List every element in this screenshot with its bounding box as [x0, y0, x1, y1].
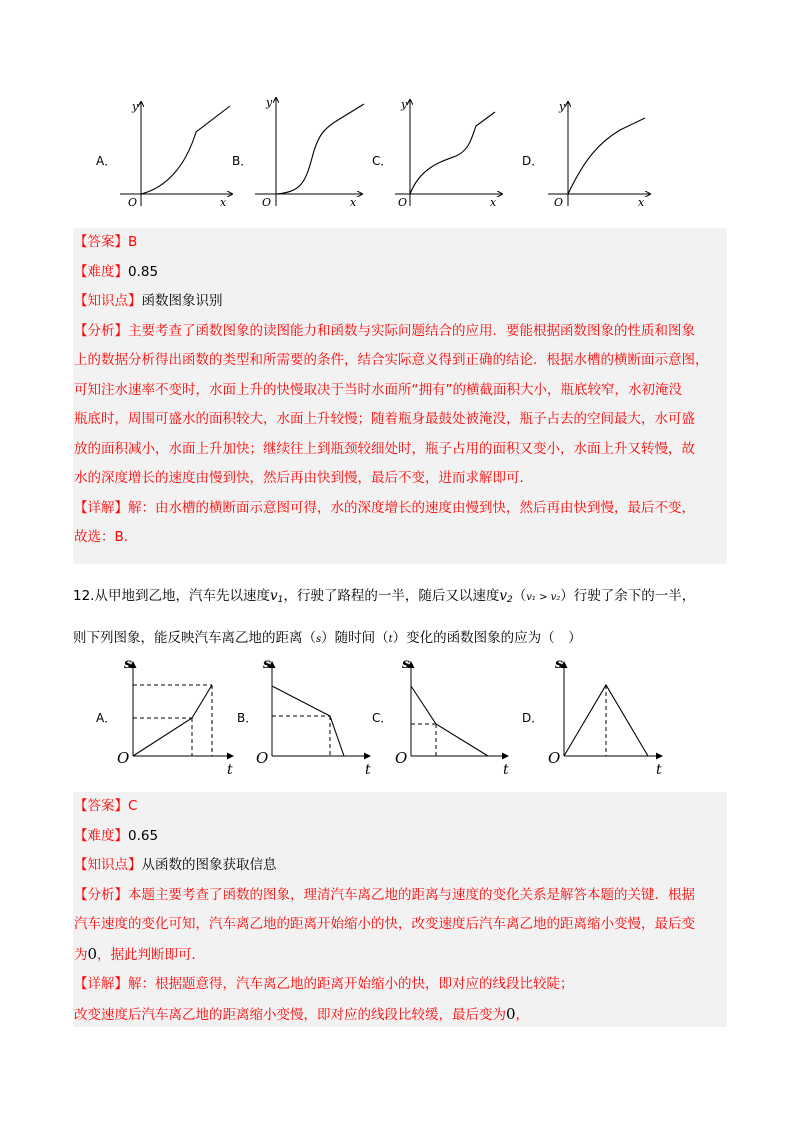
q12-t-var: t [388, 634, 393, 645]
q11-analysis-line-2: 上的数据分析得出函数的类型和所需要的条件，结合实际意义得到正确的结论．根据水槽的横断面示意图， [74, 352, 709, 368]
q11-knowledge: 函数图象识别 [141, 293, 223, 309]
q12-detail-line-1: 【详解】解：根据题意得，汽车离乙地的距离开始缩小的快，即对应的线段比较陡； [74, 976, 574, 992]
q11-option-b: B． [232, 154, 253, 168]
q12-difficulty: 0.65 [128, 827, 159, 844]
q11-analysis-line-1: 【分析】主要考查了函数图象的读图能力和函数与实际问题结合的应用．要能根据函数图象的性质和图象 [74, 322, 695, 339]
q11-d-x-label: x [638, 196, 645, 209]
q11-graphs [0, 88, 800, 218]
q12-answer-line: 【答案】C [74, 798, 138, 814]
q11-analysis-line-4: 瓶底时，周围可盛水的面积较大，水面上升较慢；随着瓶身最鼓处被淹没，瓶子占去的空间最大，水可盛 [74, 411, 695, 427]
q12-c-origin: O [395, 749, 408, 767]
q12-graph-c [372, 656, 509, 778]
q11-b-origin: O [262, 196, 272, 209]
q12-option-a: A． [96, 711, 117, 725]
q11-c-x-label: x [490, 196, 497, 209]
q12-option-c: C． [372, 711, 393, 725]
q11-graph-d [522, 100, 650, 209]
q12-answer-panel [73, 792, 727, 1027]
q12-a-origin: O [117, 749, 130, 767]
q11-analysis-line-6: 水的深度增长的速度由慢到快，然后再由快到慢，最后不变，进而求解即可． [74, 470, 533, 486]
q11-d-curve [568, 118, 645, 194]
q12-condition: v₁ > v₂ [526, 592, 561, 603]
q12-b-origin: O [256, 749, 269, 767]
q12-stem-line-1: 12.从甲地到乙地，汽车先以速度$v_1$，行驶了路程的一半，随后又以速度$v_2(v_1 > v_2)$行驶了余下的一半， [73, 588, 696, 605]
q12-analysis-line-1: 【分析】本题主要考查了函数的图象，理清汽车离乙地的距离与速度的变化关系是解答本题的关键．根据 [74, 886, 695, 903]
q11-c-origin: O [398, 196, 408, 209]
q12-a-t-label: t [227, 762, 233, 778]
q11-graph-b [232, 96, 364, 209]
q12-d-t-label: t [656, 762, 662, 778]
q12-analysis-line-3: 为0，据此判断即可． [74, 944, 206, 963]
q12-stem-line-2: 则下列图象，能反映汽车离乙地的距离（s）随时间（t）变化的函数图象的应为（ ） [73, 630, 582, 646]
q11-d-y-label: y [559, 100, 566, 113]
q11-analysis-line-3: 可知注水速率不变时，水面上升的快慢取决于当时水面所“拥有”的横截面积大小，瓶底较窄，水初淹没 [74, 381, 682, 398]
q12-graph-b [237, 656, 371, 778]
q11-knowledge-line: 【知识点】函数图象识别 [74, 293, 223, 309]
q11-d-origin: O [554, 196, 564, 209]
q12-b-t-label: t [365, 762, 371, 778]
q12-option-b: B． [237, 711, 258, 725]
q11-difficulty: 0.85 [128, 263, 159, 280]
q12-graph-d [522, 656, 662, 778]
q11-graph-c [372, 98, 502, 209]
q11-graph-a [96, 100, 232, 209]
q11-a-y-label: y [132, 100, 139, 113]
q11-b-x-label: x [350, 196, 357, 209]
q12-b-s-label: s [263, 656, 271, 672]
q12-a-s-label: s [124, 656, 132, 672]
q11-answer-panel [73, 228, 727, 564]
q12-c-line [411, 686, 488, 756]
q11-detail-line-1: 【详解】解：由水槽的横断面示意图可得，水的深度增长的速度由慢到快，然后再由快到慢，最后不变， [74, 499, 695, 516]
q11-answer: B [128, 234, 138, 250]
q12-d-s-label: s [555, 656, 563, 672]
q11-option-a: A． [96, 154, 117, 168]
q11-a-x-label: x [220, 196, 227, 209]
q12-d-origin: O [548, 749, 561, 767]
q12-graph-a [96, 656, 233, 778]
q12-stem [73, 576, 733, 646]
q12-answer: C [128, 798, 138, 814]
q11-c-y-label: y [401, 98, 408, 111]
q11-a-origin: O [128, 196, 138, 209]
q12-analysis-line-2: 汽车速度的变化可知，汽车离乙地的距离开始缩小的快，改变速度后汽车离乙地的距离缩小变慢，最后变 [74, 916, 695, 932]
q12-zero: 0 [87, 944, 98, 963]
q12-option-d: D． [522, 711, 544, 725]
q12-zero-2: 0 [506, 1004, 516, 1023]
q12-v1: v [269, 588, 278, 604]
q12-v2: v [499, 588, 507, 604]
q12-c-t-label: t [503, 762, 509, 778]
q11-b-y-label: y [266, 96, 273, 109]
q12-difficulty-line: 【难度】0.65 [74, 827, 159, 844]
q11-detail-line-2: 故选：B． [74, 529, 138, 545]
q11-b-curve [276, 104, 364, 194]
q11-difficulty-line: 【难度】0.85 [74, 263, 159, 280]
q11-option-d: D． [522, 154, 544, 168]
q12-detail-line-2: 改变速度后汽车离乙地的距离缩小变慢，即对应的线段比较缓，最后变为0， [74, 1004, 530, 1023]
q11-c-curve [410, 112, 495, 194]
q11-a-curve [141, 106, 230, 194]
q12-knowledge: 从函数的图象获取信息 [141, 857, 277, 873]
q12-b-line [272, 686, 344, 756]
q12-knowledge-line: 【知识点】从函数的图象获取信息 [74, 857, 277, 873]
q11-answer-line: 【答案】B [74, 234, 138, 250]
q11-option-c: C． [372, 154, 393, 168]
q11-analysis-line-5: 放的面积减小，水面上升加快；继续往上到瓶颈较细处时，瓶子占用的面积又变小，水面上升又转慢，故 [74, 440, 695, 457]
q12-graphs [0, 652, 800, 782]
q12-s-var: s [316, 634, 322, 645]
q12-c-s-label: s [402, 656, 410, 672]
q12-a-line [133, 685, 212, 756]
